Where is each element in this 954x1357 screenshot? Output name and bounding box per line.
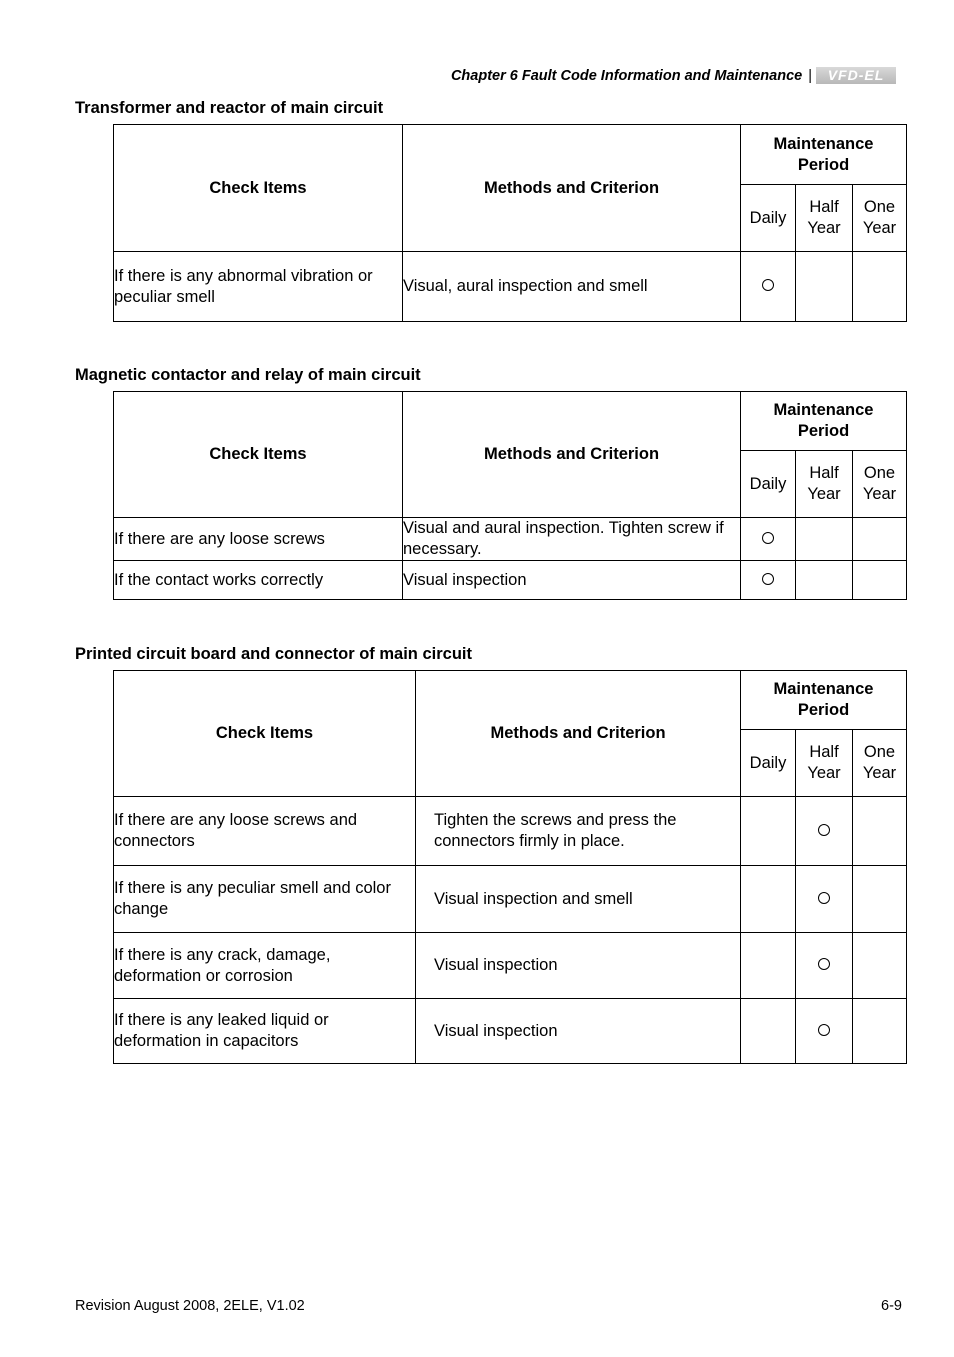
one-year-cell	[853, 866, 907, 933]
circle-mark-icon	[818, 958, 830, 970]
table-printed-circuit-board	[113, 670, 907, 1064]
header-check-items: Check Items	[114, 671, 416, 797]
half-year-cell	[796, 933, 853, 999]
check-item-cell: If there is any peculiar smell and color change	[114, 866, 416, 933]
header-daily: Daily	[741, 730, 796, 797]
circle-mark-icon	[818, 1024, 830, 1036]
table-row	[114, 797, 907, 866]
method-cell: Visual inspection and smell	[416, 866, 741, 933]
one-year-cell	[853, 797, 907, 866]
one-year-cell	[853, 999, 907, 1064]
half-year-cell	[796, 518, 853, 561]
check-item-cell: If there is any abnormal vibration or peculiar smell	[114, 252, 403, 322]
section-title-transformer: Transformer and reactor of main circuit	[75, 99, 384, 117]
one-year-cell	[853, 933, 907, 999]
page-number: 6-9	[881, 1298, 902, 1314]
circle-mark-icon	[762, 532, 774, 544]
table-row	[114, 866, 907, 933]
table-magnetic-contactor	[113, 391, 907, 600]
header-maintenance-period: Maintenance Period	[741, 125, 907, 185]
daily-cell	[741, 518, 796, 561]
table-row	[114, 999, 907, 1064]
check-item-cell: If the contact works correctly	[114, 561, 403, 600]
header-half-year: Half Year	[796, 730, 853, 797]
vfd-el-logo: VFD-EL	[816, 67, 896, 84]
header-one-year: One Year	[853, 451, 907, 518]
half-year-cell	[796, 999, 853, 1064]
check-item-cell: If there is any leaked liquid or deformation in capacitors	[114, 999, 416, 1064]
half-year-cell	[796, 561, 853, 600]
header-one-year: One Year	[853, 185, 907, 252]
half-year-cell	[796, 866, 853, 933]
daily-cell	[741, 561, 796, 600]
header-half-year: Half Year	[796, 451, 853, 518]
header-maintenance-period: Maintenance Period	[741, 392, 907, 451]
method-cell: Visual, aural inspection and smell	[403, 252, 741, 322]
half-year-cell	[796, 252, 853, 322]
table-row	[114, 561, 907, 600]
check-item-cell: If there are any loose screws and connectors	[114, 797, 416, 866]
header-half-year: Half Year	[796, 185, 853, 252]
daily-cell	[741, 797, 796, 866]
header-daily: Daily	[741, 185, 796, 252]
check-item-cell: If there is any crack, damage, deformation or corrosion	[114, 933, 416, 999]
header-daily: Daily	[741, 451, 796, 518]
daily-cell	[741, 866, 796, 933]
table-row	[114, 518, 907, 561]
header-maintenance-period: Maintenance Period	[741, 671, 907, 730]
one-year-cell	[853, 518, 907, 561]
one-year-cell	[853, 252, 907, 322]
table-row	[114, 933, 907, 999]
chapter-header	[451, 67, 896, 84]
header-methods: Methods and Criterion	[403, 392, 741, 518]
footer-revision: Revision August 2008, 2ELE, V1.02	[75, 1298, 305, 1314]
circle-mark-icon	[762, 573, 774, 585]
header-methods: Methods and Criterion	[403, 125, 741, 252]
circle-mark-icon	[818, 824, 830, 836]
daily-cell	[741, 999, 796, 1064]
section-title-magnetic-contactor: Magnetic contactor and relay of main circuit	[75, 366, 421, 384]
header-methods: Methods and Criterion	[416, 671, 741, 797]
daily-cell	[741, 252, 796, 322]
section-title-printed-circuit-board: Printed circuit board and connector of main circuit	[75, 645, 472, 663]
header-separator: |	[808, 67, 812, 84]
circle-mark-icon	[818, 892, 830, 904]
method-cell: Visual inspection	[416, 999, 741, 1064]
table-transformer	[113, 124, 907, 322]
half-year-cell	[796, 797, 853, 866]
method-cell: Tighten the screws and press the connectors firmly in place.	[416, 797, 741, 866]
header-check-items: Check Items	[114, 125, 403, 252]
header-one-year: One Year	[853, 730, 907, 797]
method-cell: Visual inspection	[403, 561, 741, 600]
header-check-items: Check Items	[114, 392, 403, 518]
chapter-title: Chapter 6 Fault Code Information and Maintenance	[450, 67, 803, 84]
daily-cell	[741, 933, 796, 999]
circle-mark-icon	[762, 279, 774, 291]
method-cell: Visual and aural inspection. Tighten screw if necessary.	[403, 518, 741, 561]
method-cell: Visual inspection	[416, 933, 741, 999]
check-item-cell: If there are any loose screws	[114, 518, 403, 561]
table-row	[114, 252, 907, 322]
one-year-cell	[853, 561, 907, 600]
